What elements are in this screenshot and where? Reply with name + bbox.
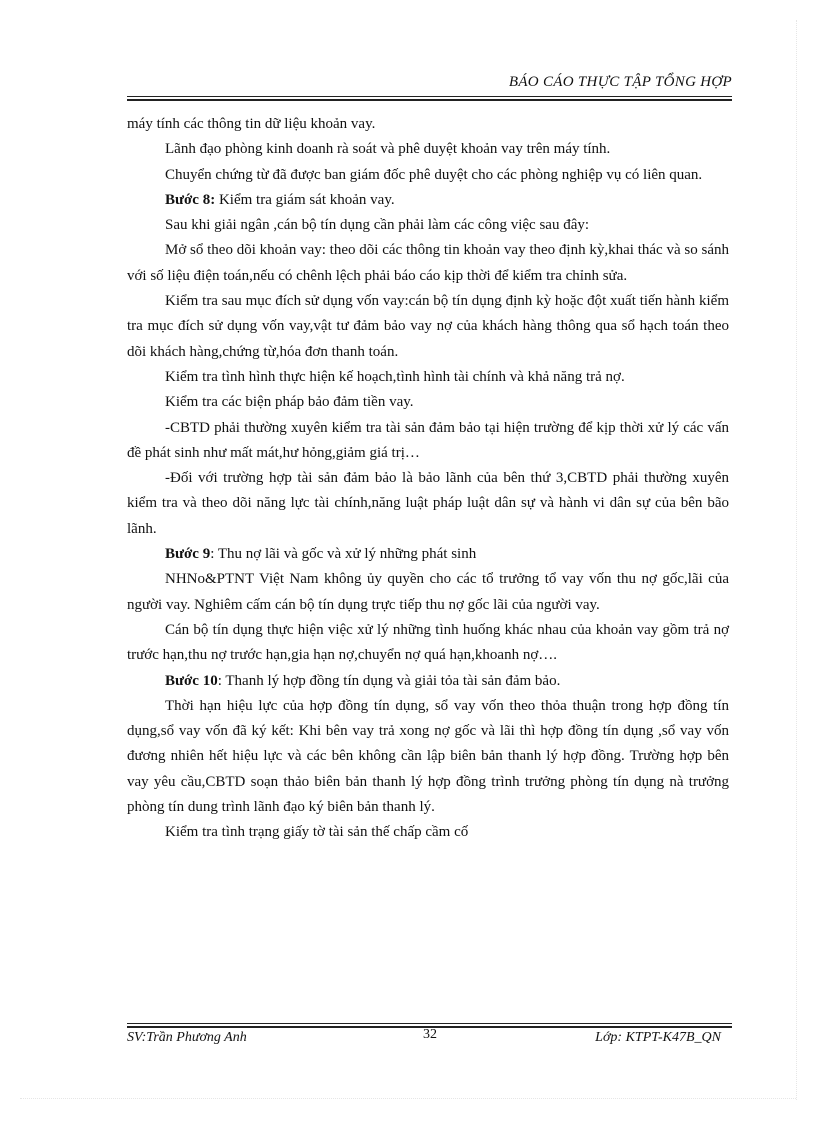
paragraph [127, 213, 729, 238]
paragraph-text: -CBTD phải thường xuyên kiểm tra tài sản đảm bảo tại hiện trường để kịp thời xử lý các vấn đề phát sinh như mất mát,hư hỏng,giảm giá trị… [127, 419, 729, 461]
page-number: 32 [423, 1027, 437, 1042]
paragraph-text: Mở sổ theo dõi khoản vay: theo dõi các thông tin khoản vay theo định kỳ,khai thác và so sánh với số liệu điện toán,nếu có chênh lệch phải báo cáo kịp thời để kiểm tra chỉnh sửa. [127, 242, 729, 284]
page-edge-right [796, 20, 797, 1100]
paragraph [127, 542, 729, 567]
paragraph-text: Kiểm tra sau mục đích sử dụng vốn vay:cán bộ tín dụng định kỳ hoặc đột xuất tiến hành kiểm tra mục đích sử dụng vốn vay,vật tư đảm bảo vay nợ của khách hàng thông qua sổ hạch toán theo dõi khách hàng,chứng từ,hóa đơn thanh toán. [127, 293, 729, 360]
paragraph [127, 238, 729, 289]
paragraph-text: Cán bộ tín dụng thực hiện việc xử lý những tình huống khác nhau của khoản vay gồm trả nợ trước hạn,thu nợ trước hạn,gia hạn nợ,chuyển nợ quá hạn,khoanh nợ…. [127, 621, 729, 664]
paragraph [127, 567, 729, 618]
step-label: Bước 10 [165, 672, 218, 689]
paragraph-text: NHNo&PTNT Việt Nam không ủy quyền cho các tổ trưởng tổ vay vốn thu nợ gốc,lãi của người vay. Nghiêm cấm cán bộ tín dụng trực tiếp thu nợ gốc lãi của người vay. [127, 571, 729, 613]
paragraph [127, 188, 729, 213]
page-header-title: BÁO CÁO THỰC TẬP TỔNG HỢP [508, 74, 732, 90]
step-label: Bước 9 [165, 546, 211, 563]
paragraph-text: : Thu nợ lãi và gốc và xử lý những phát sinh [210, 546, 477, 563]
paragraph [127, 137, 729, 162]
paragraph [127, 466, 729, 542]
header-rule [127, 96, 732, 97]
body-text [127, 112, 729, 846]
paragraph [127, 112, 729, 137]
paragraph-text: Kiểm tra tình trạng giấy tờ tài sản thế chấp cầm cố [165, 824, 469, 841]
paragraph [127, 820, 729, 845]
paragraph [127, 618, 729, 669]
footer-student-name: SV:Trần Phương Anh [127, 1030, 247, 1045]
paragraph-text: Kiểm tra tình hình thực hiện kế hoạch,tình hình tài chính và khả năng trả nợ. [165, 368, 625, 385]
paragraph-text: Thời hạn hiệu lực của hợp đồng tín dụng, sổ vay vốn theo thỏa thuận trong hợp đồng tín dụng,sổ vay vốn đã ký kết: Khi bên vay trả xong nợ gốc và lãi thì hợp đồng tín dụng ,sổ vay vốn đương nhiên hết hiệu lực và các bên không cần lập biên bản thanh lý hợp đồng. Trường hợp bên vay yêu cầu,CBTD soạn thảo biên bản thanh lý hợp đồng trình trưởng phòng tín dụng nà trưởng phòng tín dung trình lãnh đạo ký biên bản thanh lý. [127, 697, 729, 816]
paragraph [127, 163, 729, 188]
paragraph-text: -Đối với trường hợp tài sản đảm bảo là bảo lãnh của bên thứ 3,CBTD phải thường xuyên kiểm tra và theo dõi năng lực tài chính,năng luật pháp luật dân sự và hành vi dân sự của bên bão lãnh. [127, 470, 729, 537]
paragraph [127, 694, 729, 820]
paragraph [127, 390, 729, 415]
paragraph [127, 289, 729, 365]
page-edge-bottom [20, 1098, 796, 1099]
paragraph-text: Kiểm tra các biện pháp bảo đảm tiền vay. [165, 394, 414, 411]
paragraph [127, 365, 729, 390]
paragraph [127, 669, 729, 694]
paragraph-text: máy tính các thông tin dữ liệu khoản vay. [127, 116, 376, 132]
paragraph-text: Lãnh đạo phòng kinh doanh rà soát và phê duyệt khoản vay trên máy tính. [165, 141, 611, 158]
step-label: Bước 8: [165, 191, 216, 208]
paragraph-text: Kiểm tra giám sát khoản vay. [215, 191, 395, 208]
paragraph-text: Chuyển chứng từ đã được ban giám đốc phê duyệt cho các phòng nghiệp vụ có liên quan. [165, 166, 703, 183]
footer-class: Lớp: KTPT-K47B_QN [595, 1030, 721, 1045]
paragraph-text: : Thanh lý hợp đồng tín dụng và giải tỏa tài sản đảm bảo. [217, 672, 561, 689]
footer-rule [127, 1023, 732, 1024]
paragraph [127, 416, 729, 467]
header-rule-thick [127, 99, 732, 101]
paragraph-text: Sau khi giải ngân ,cán bộ tín dụng cần phải làm các công việc sau đây: [165, 217, 590, 234]
